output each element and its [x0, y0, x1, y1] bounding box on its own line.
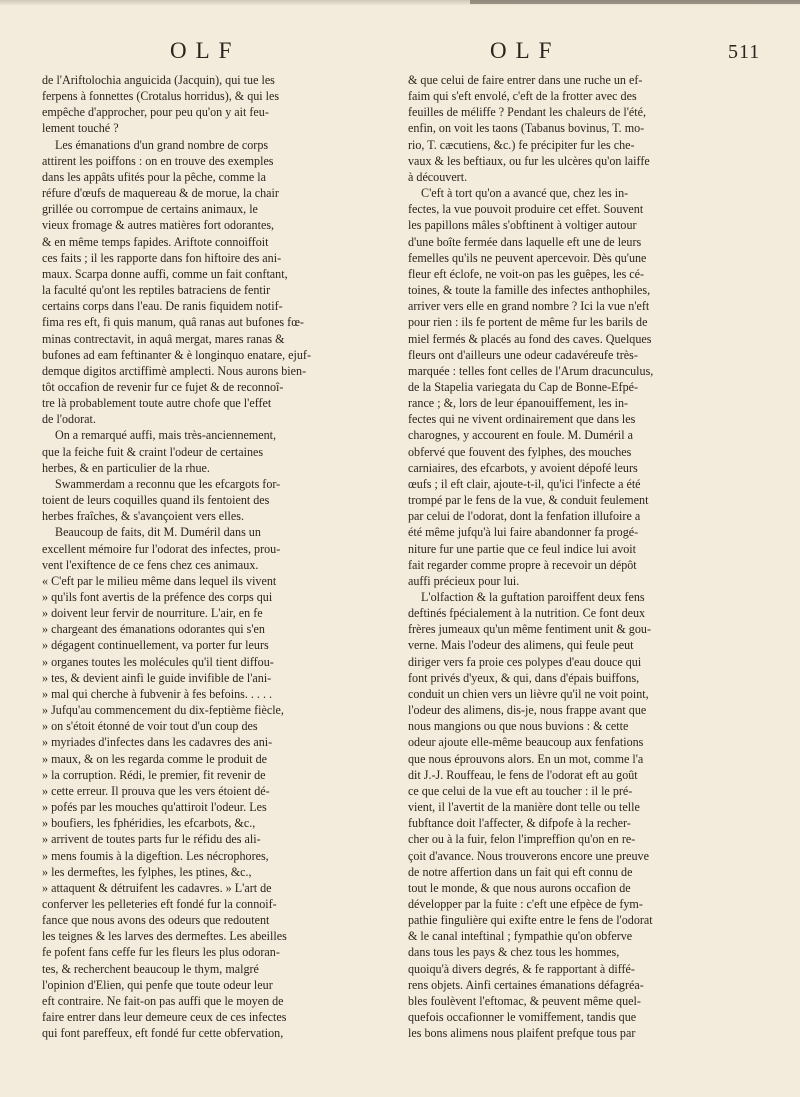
paragraph: C'eft à tort qu'on a avancé que, chez les in- fectes, la vue pouvoit produire cet effet. Souvent les papillons mâles s'obftinent à voltiger autour d'une boîte fermée dans laquelle eft une de leurs femelles qu'ils ne peuvent apercevoir. Dès qu'une fleur eft éclofe, ne voit-on pas les guêpes, les cé- toines, & toute la famille des infectes anthophiles, arriver vers elle en grand nombre ? Ici la vue n'eft pour rien : ils fe portent de même fur les barils de miel fermés & placés au fond des caves. Quelques fleurs ont d'ailleurs une odeur cadavéreufe très- marquée : telles font celles de l'Arum dracunculus, de la Stapelia variegata du Cap de Bonne-Efpé- rance ; &, lors de leur épanouiffement, les in- fectes qui ne vivent ordinairement que dans les charognes, y accourent en foule. M. Duméril a obfervé que fouvent des fylphes, des mouches carniaires, des efcarbots, y avoient dépofé leurs œufs ; il eft clair, ajoute-t-il, qu'ici l'infecte a été trompé par le fens de la vue, & conduit feulement par celui de l'odorat, dont la fenfation illufoire a été même jufqu'à lui faire abandonner fa progé- niture fur une partie que ce feul indice lui avoit fait regarder comme propre à recevoir un dépôt auffi précieux pour lui.: [408, 186, 654, 588]
right-column: [408, 72, 760, 1041]
ink-smudge: [470, 0, 800, 4]
paragraph: de l'Ariftolochia anguicida (Jacquin), qui tue les ferpens à fonnettes (Crotalus horridus), & qui les empêche d'approcher, pour peu qu'on y ait feu- lement touché ?: [42, 73, 280, 136]
paragraph: Swammerdam a reconnu que les efcargots for- toient de leurs coquilles quand ils fentoient des herbes fraîches, & s'avançoient vers elles.: [42, 476, 281, 524]
page-number: 511: [728, 41, 761, 63]
paragraph: & que celui de faire entrer dans une ruche un ef- faim qui s'eft envolé, c'eft de la frotter avec des feuilles de méliffe ? Pendant les chaleurs de l'été, enfin, on voit les taons (Tabanus bovinus, T. mo- rio, T. cæcutiens, &c.) fe précipiter fur les che- vaux & les beftiaux, ou fur les ulcères qu'on laiffe à découvert.: [408, 73, 650, 184]
paragraph: Les émanations d'un grand nombre de corps attirent les poiffons : on en trouve des exemples dans les appâts ufités pour la pêche, comme la réfure d'œufs de maquereau & de morue, la chair grillée ou corrompue de certains animaux, le vieux fromage & autres matières fort odorantes, & en même temps fapides. Ariftote connoiffoit ces faits ; il les rapporte dans fon hiftoire des ani- maux. Scarpa donne auffi, comme un fait conftant, la faculté qu'ont les reptiles batraciens de fentir certains corps dans l'eau. De ranis fiquidem notif- fima res eft, fi quis manum, quâ ranas aut bufones fœ- minas contrectavit, in aquâ mergat, mares ranas & bufones ad eam feftinanter & è longinquo enatare, ejuf- demque digitos arctiffimè amplecti. Nous aurons bien- tôt occafion de revenir fur ce fujet & de reconnoî- tre là probablement toute autre chofe que l'effet de l'odorat.: [42, 137, 311, 427]
left-column: [42, 72, 390, 1041]
running-header: [0, 38, 800, 68]
paragraph: Beaucoup de faits, dit M. Duméril dans un excellent mémoire fur l'odorat des infectes, prou- vent l'exiftence de ce fens chez ces animaux. « C'eft par le milieu même dans lequel ils vivent » qu'ils font avertis de la préfence des corps qui » doivent leur fervir de nourriture. L'air, en fe » chargeant des émanations odorantes qui s'en » dégagent continuellement, va porter fur leurs » organes toutes les molécules qu'il tient diffou- » tes, & devient ainfi le guide invifible de l'ani- » mal qui cherche à fubvenir à fes befoins. . . . . » Jufqu'au commencement du dix-feptième fiècle, » on s'étoit étonné de voir tout d'un coup des » myriades d'infectes dans les cadavres des ani- » maux, & on les regarda comme le produit de » la corruption. Rédi, le premier, fit revenir de » cette erreur. Il prouva que les vers étoient dé- » pofés par les mouches qu'attiroit l'odeur. Les » boufiers, les fphéridies, les efcarbots, &c., » arrivent de toutes parts fur le réfidu des ali- » mens foumis à la digeftion. Les nécrophores, » les dermeftes, les fylphes, les ptines, &c., » attaquent & détruifent les cadavres. » L'art de conferver les pelleteries eft fondé fur la connoif- fance que nous avons des odeurs que redoutent les teignes & les larves des dermeftes. Les abeilles fe pofent fans ceffe fur les fleurs les plus odoran- tes, & recherchent beaucoup le thym, malgré l'opinion d'Elien, qui penfe que toute odeur leur eft contraire. Ne fait-on pas auffi que le moyen de faire entrer dans leur demeure ceux de ces infectes qui font pareffeux, eft fondé fur cette obfervation,: [42, 525, 287, 1041]
header-right-title: OLF: [490, 38, 561, 63]
header-left-title: OLF: [170, 38, 241, 63]
paragraph: On a remarqué auffi, mais très-anciennement, que la feiche fuit & craint l'odeur de certaines herbes, & en particulier de la rhue.: [42, 428, 277, 475]
paragraph: L'olfaction & la guftation paroiffent deux fens deftinés fpécialement à la nutrition. Ce font deux frères jumeaux qu'un même fentiment unit & gou- verne. Mais l'odeur des alimens, qui feule peut diriger vers fa proie ces polypes d'eau douce qui font privés d'yeux, & qui, dans d'épais buiffons, conduit un chien vers un lièvre qu'il ne voit point, l'odeur des alimens, dis-je, nous frappe avant que nous mangions ou que nous buvions : & cette odeur ajoute elle-même beaucoup aux fenfations que nous éprouvons alors. En un mot, comme l'a dit J.-J. Rouffeau, le fens de l'odorat eft au goût ce que celui de la vue eft au toucher : il le pré- vient, il l'avertit de la manière dont telle ou telle fubftance doit l'affecter, & difpofe à la recher- cher ou à la fuir, felon l'impreffion qu'on en re- çoit d'avance. Nous trouverons encore une preuve de notre affertion dans un fait qui eft connu de tout le monde, & que nous aurons occafion de développer par la fuite : c'eft une efpèce de fym- pathie fingulière qui exifte entre le fens de l'odorat & le canal inteftinal ; fympathie qu'on obferve dans tous les pays & chez tous les hommes, quoiqu'à divers degrés, & fe rapportant à diffé- rens objets. Ainfi certaines émanations défagréa- bles foulèvent l'eftomac, & peuvent même quel- quefois occafionner le vomiffement, tandis que les bons alimens nous plaifent prefque tous par: [408, 590, 653, 1041]
